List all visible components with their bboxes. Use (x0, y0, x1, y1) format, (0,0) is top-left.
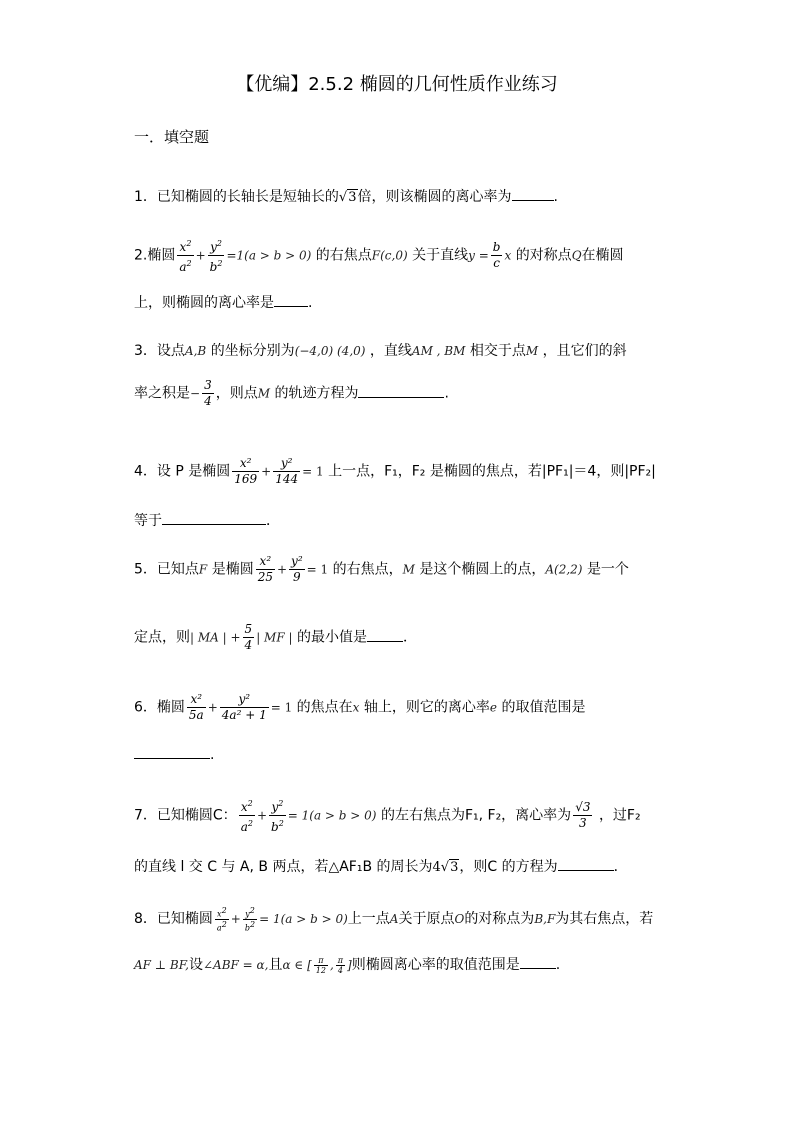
fraction: $\frac{\text{y²}}{144}$ (275, 456, 299, 486)
answer-blank[interactable] (367, 629, 403, 642)
math-expression: =1(a > b > 0) (226, 248, 312, 263)
question-1: 1．已知椭圆的长轴长是短轴长的√3倍，则该椭圆的离心率为 . (134, 189, 558, 205)
math-expression: Q (571, 248, 582, 263)
fraction: $\frac{5}{4}$ (244, 622, 253, 652)
math-expression: AM , BM (411, 344, 466, 358)
fraction: $\frac{x^2}{a^2}$ (177, 236, 193, 275)
fraction: $\frac{y^2}{b^2}$ (208, 236, 225, 275)
fraction: $\frac{y^2}{b^2}$ (244, 906, 256, 933)
answer-blank[interactable] (358, 385, 444, 398)
question-6-line-2: . (134, 746, 214, 763)
question-8-line-2: AF ⊥ BF,设∠ABF = α,且α ∈ [ $\frac{\pi}{12}$ , $\frac{\pi}{4}$ ]则椭圆离心率的取值范围是 . (134, 955, 561, 975)
question-6: 6．椭圆 $\frac{\text{x²}}{5a}$ + $\frac{\text{y²}}{\text{4a² + 1}}$ = 1 的焦点在x 轴上，则它的离心率e 的取值范围是 (134, 692, 586, 722)
fraction: $\frac{\text{y²}}{\text{4a² + 1}}$ (221, 692, 267, 722)
fraction: $\frac{\text{x²}}{169}$ (234, 456, 258, 486)
answer-blank[interactable] (520, 956, 556, 969)
fraction: $\frac{√3}{3}$ (575, 800, 591, 830)
math-expression: F(c,0) (371, 248, 408, 263)
question-4-line-2: 等于 ． (134, 513, 280, 529)
fraction: $\frac{b}{c}$ (492, 240, 501, 270)
math-expression: y = (468, 248, 489, 263)
fraction: $\frac{x^2}{a^2}$ (239, 796, 255, 835)
answer-blank[interactable] (162, 512, 266, 525)
answer-blank[interactable] (512, 188, 554, 201)
fraction: $\frac{x^2}{a^2}$ (216, 906, 227, 933)
question-3: 3．设点A,B 的坐标分别为(−4,0) (4,0) ，直线AM , BM 相交于点M ，且它们的斜 (134, 343, 627, 359)
q2-text: 2.椭圆 (134, 247, 176, 264)
page-title: 【优编】2.5.2 椭圆的几何性质作业练习 (236, 74, 558, 95)
question-2: 2.椭圆 $\frac{x^2}{a^2}$ + $\frac{y^2}{b^2}$ =1(a > b > 0) 的右焦点F(c,0) 关于直线y = $\frac{b}{c}$ x 的对称点Q在椭圆 (134, 236, 624, 275)
question-7: 7．已知椭圆C： $\frac{x^2}{a^2}$ + $\frac{y^2}{b^2}$ = 1(a > b > 0) 的左右焦点为F₁, F₂，离心率为 $\frac{√3}{3}$ ，过F₂ (134, 796, 641, 835)
question-4: 4．设 P 是椭圆 $\frac{\text{x²}}{169}$ + $\frac{\text{y²}}{144}$ = 1 上一点，F₁，F₂ 是椭圆的焦点，若|PF₁|＝4，则|PF₂| (134, 456, 656, 486)
fraction: $\frac{y^2}{b^2}$ (269, 796, 286, 835)
fraction: $\frac{\text{x²}}{5a}$ (188, 692, 204, 722)
q1-text-post: 倍，则该椭圆的离心率为 (357, 189, 512, 205)
question-7-line-2: 的直线 l 交 C 与 A, B 两点，若△AF₁B 的周长为4√3，则C 的方程为 ． (134, 859, 628, 875)
q1-sqrt: √3 (338, 190, 357, 205)
fraction: $\frac{3}{4}$ (204, 378, 212, 408)
q1-text: 1．已知椭圆的长轴长是短轴长的 (134, 189, 339, 205)
section-heading: 一．填空题 (134, 128, 210, 146)
question-5: 5．已知点F 是椭圆 $\frac{\text{x²}}{25}$ + $\frac{\text{y²}}{9}$ = 1 的右焦点，M 是这个椭圆上的点，A(2,2) 是一个 (134, 554, 629, 584)
answer-blank[interactable] (134, 746, 210, 759)
question-8: 8．已知椭圆 $\frac{x^2}{a^2}$ + $\frac{y^2}{b^2}$ = 1(a > b > 0)上一点A关于原点O的对称点为B,F为其右焦点，若 (134, 906, 654, 933)
fraction: $\frac{\text{x²}}{25}$ (257, 554, 273, 584)
answer-blank[interactable] (274, 294, 308, 307)
math-expression: (−4,0) (4,0) (294, 344, 366, 358)
answer-blank[interactable] (558, 858, 614, 871)
question-2-line-2: 上，则椭圆的离心率是 . (134, 295, 313, 311)
question-5-line-2: 定点，则| MA | + $\frac{5}{4}$ | MF | 的最小值是 ． (134, 622, 417, 652)
fraction: $\frac{\text{y²}}{9}$ (291, 554, 303, 584)
question-3-line-2: 率之积是− $\frac{3}{4}$ ，则点M 的轨迹方程为 . (134, 378, 449, 408)
